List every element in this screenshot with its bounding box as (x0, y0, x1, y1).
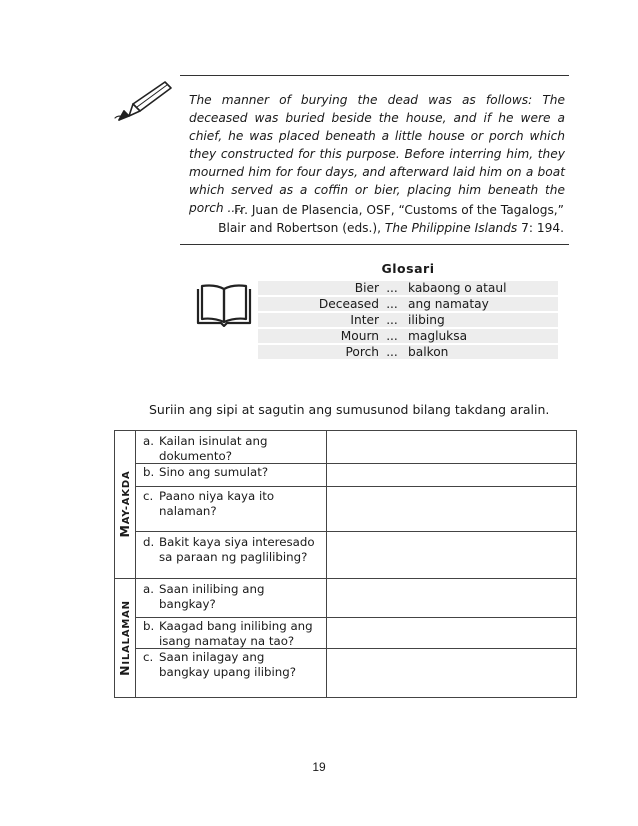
glossary-row (258, 329, 558, 343)
glossary-definition: magluksa (402, 329, 558, 343)
answer-cell-may-akda-a[interactable] (327, 431, 576, 463)
question-may-akda-d: d. Bakit kaya siya interesado sa paraan ng paglilibing? (143, 535, 315, 564)
top-rule (180, 75, 569, 76)
glossary-separator: ... (382, 281, 402, 295)
glossary-row (258, 297, 558, 311)
glossary-definition: balkon (402, 345, 558, 359)
glossary-separator: ... (382, 297, 402, 311)
glossary-term: Inter (258, 313, 382, 327)
answer-cell-nilalaman-c[interactable] (327, 649, 576, 697)
question-nilalaman-c: c. Saan inilagay ang bangkay upang ilibing? (143, 650, 297, 679)
question-nilalaman-a: a. Saan inilibing ang bangkay? (143, 582, 265, 611)
answer-cell-may-akda-d[interactable] (327, 532, 576, 578)
historical-quote: The manner of burying the dead was as follows: The deceased was buried beside the house, and if he were a chief, he was placed beneath a little house or porch which they constructed for this purpose. Before interring him, they mourned him for four days, and afterward laid him on a boat which served as a coffin or bier, placing him beneath the porch .... (189, 93, 565, 215)
glossary-separator: ... (382, 345, 402, 359)
glossary-row (258, 313, 558, 327)
quote-citation (200, 201, 564, 237)
bottom-rule (180, 244, 569, 245)
fountain-pen-icon (113, 78, 175, 122)
citation-book-title: The Philippine Islands (384, 221, 518, 235)
page-number: 19 (312, 760, 326, 774)
instruction-text: Suriin ang sipi at sagutin ang sumusunod bilang takdang aralin. (149, 402, 550, 417)
question-may-akda-b: b. Sino ang sumulat? (143, 465, 269, 479)
worksheet-table (114, 430, 577, 698)
glossary-definition: kabaong o ataul (402, 281, 558, 295)
citation-line-2: Blair and Robertson (eds.), The Philippine Islands 7: 194. (218, 221, 564, 235)
glossary-term: Deceased (258, 297, 382, 311)
glossary-separator: ... (382, 329, 402, 343)
glossary-title: Glosari (381, 261, 435, 276)
glossary-row (258, 281, 558, 295)
glossary-term: Mourn (258, 329, 382, 343)
citation-line-1: Fr. Juan de Plasencia, OSF, “Customs of the Tagalogs,” (234, 203, 564, 217)
answer-cell-nilalaman-a[interactable] (327, 579, 576, 617)
glossary-definition: ang namatay (402, 297, 558, 311)
open-book-icon (195, 283, 253, 327)
section-label-may-akda: MAY-AKDA (117, 470, 132, 538)
glossary-definition: ilibing (402, 313, 558, 327)
glossary-term: Porch (258, 345, 382, 359)
question-nilalaman-b: b. Kaagad bang inilibing ang isang namatay na tao? (143, 619, 313, 648)
glossary-term: Bier (258, 281, 382, 295)
glossary-row (258, 345, 558, 359)
question-may-akda-a: a. Kailan isinulat ang dokumento? (143, 434, 268, 463)
glossary-separator: ... (382, 313, 402, 327)
glossary-table (258, 279, 558, 361)
answer-cell-may-akda-c[interactable] (327, 487, 576, 531)
answer-cell-may-akda-b[interactable] (327, 464, 576, 486)
section-label-nilalaman: NILALAMAN (117, 600, 132, 676)
question-may-akda-c: c. Paano niya kaya ito nalaman? (143, 489, 275, 518)
answer-cell-nilalaman-b[interactable] (327, 618, 576, 648)
